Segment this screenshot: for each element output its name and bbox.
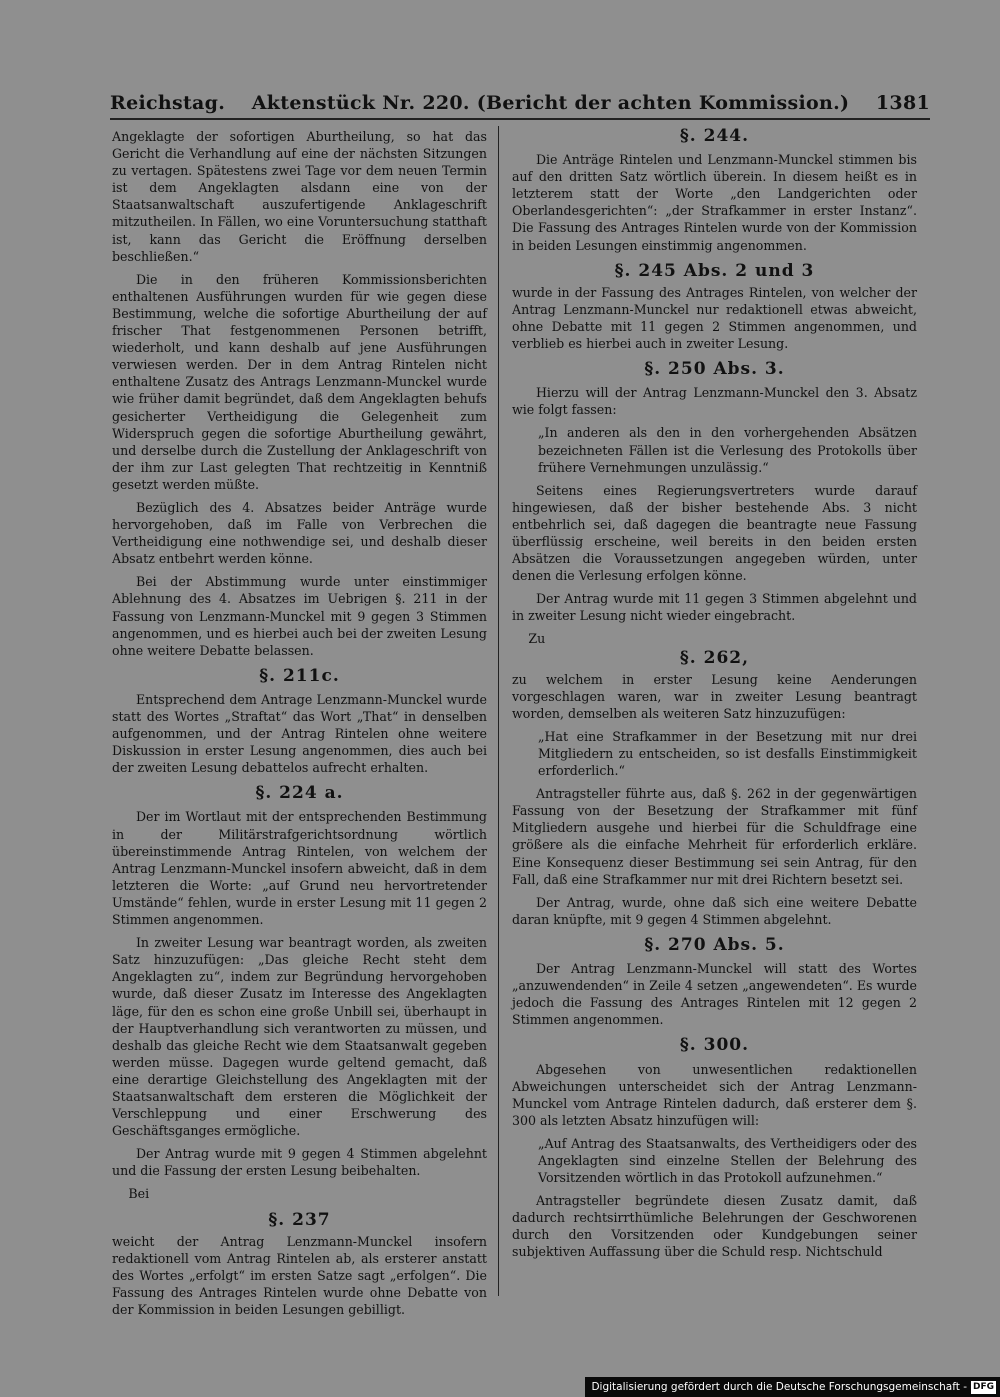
quotation: „Hat eine Strafkammer in der Besetzung mit nur drei Mitgliedern zu entscheiden, so ist desfalls Einstimmigkeit erforderlich.“ — [538, 728, 917, 779]
paragraph: Abgesehen von unwesentlichen redaktionellen Abweichungen unterscheidet sich der Antrag Lenzmann-Munckel vom Antrage Rintelen dadurch, daß ersterer dem §. 300 als letzten Absatz hinzufügen will: — [512, 1061, 917, 1128]
paragraph: Die in den früheren Kommissionsberichten enthaltenen Ausführungen wurden für wie gegen diese Bestimmung, welche die sofortige Aburtheilung der auf frischer That festgenommenen Personen betrifft, wiederholt, und kann deshalb auf jene Ausführungen verwiesen werden. Der in dem Antrag Rintelen nicht enthaltene Zusatz des Antrags Lenzmann-Munckel wurde wie früher damit begründet, daß dem Angeklagten behufs gesicherter Vertheidigung die Gelegenheit zum Widerspruch gegen die sofortige Aburtheilung gewährt, und derselbe durch die Zustellung der Anklageschrift von der ihm zur Last gelegten That rechtzeitig in Kenntniß gesetzt werden müßte. — [112, 271, 487, 492]
section-heading: §. 300. — [679, 1035, 750, 1056]
paragraph: Angeklagte der sofortigen Aburtheilung, so hat das Gericht die Verhandlung auf eine der nächsten Sitzungen zu vertagen. Spätestens zwei Tage vor dem neuen Termin ist dem Angeklagten alsdann eine von der Staatsanwaltschaft auszufertigende Anklageschrift mitzutheilen. In Fällen, wo eine Voruntersuchung statthaft ist, kann das Gericht die Eröffnung derselben beschließen.“ — [112, 129, 487, 264]
section-heading: §. 245 Abs. 2 und 3 — [614, 260, 815, 281]
paragraph: Der Antrag wurde mit 11 gegen 3 Stimmen abgelehnt und in zweiter Lesung nicht wieder eingebracht. — [512, 591, 917, 624]
section-heading: §. 237 — [268, 1209, 331, 1230]
paragraph: weicht der Antrag Lenzmann-Munckel insofern redaktionell vom Antrag Rintelen ab, als ersterer anstatt des Wortes „erfolgt“ im ersten Satze sagt „erfolgen“. Die Fassung des Antrages Rintelen wurde ohne Debatte von der Kommission in beiden Lesungen gebilligt. — [112, 1233, 487, 1317]
section-heading: §. 270 Abs. 5. — [644, 934, 785, 955]
lead-word: Zu — [528, 631, 546, 647]
paragraph: In zweiter Lesung war beantragt worden, als zweiten Satz hinzuzufügen: „Das gleiche Recht steht dem Angeklagten zu“, indem zur Begründung hervorgehoben wurde, daß dieser Zusatz im Interesse des Angeklagten läge, für den es schon eine große Unbill sei, überhaupt in der Hauptverhandlung sich verantworten zu müssen, und deshalb das gleiche Recht wie dem Staatsanwalt gegeben werden müsse. Dagegen wurde geltend gemacht, daß eine derartige Gleichstellung des Angeklagten mit der Staatsanwaltschaft dem ersteren die Möglichkeit der Verschleppung und einer Erschwerung des Geschäftsganges ermögliche. — [112, 935, 487, 1139]
paragraph: Bei der Abstimmung wurde unter einstimmiger Ablehnung des 4. Absatzes im Uebrigen §. 211 in der Fassung von Lenzmann-Munckel mit 9 gegen 3 Stimmen angenommen, und es hierbei auch bei der zweiten Lesung ohne weitere Debatte belassen. — [112, 574, 487, 658]
paragraph: wurde in der Fassung des Antrages Rintelen, von welcher der Antrag Lenzmann-Munckel nur redaktionell etwas abweicht, ohne Debatte mit 11 gegen 2 Stimmen angenommen, und verblieb es hierbei auch in zweiter Lesung. — [512, 284, 917, 352]
section-heading: §. 224 a. — [255, 783, 344, 804]
paragraph: Der im Wortlaut mit der entsprechenden Bestimmung in der Militärstrafgerichtsordnung wörtlich übereinstimmende Antrag Rintelen, von welchem der Antrag Lenzmann-Munckel insofern abweicht, daß in dem letzteren die Worte: „auf Grund neu hervortretender Umstände“ fehlen, wurde in erster Lesung mit 11 gegen 2 Stimmen angenommen. — [112, 809, 487, 928]
paragraph: Der Antrag, wurde, ohne daß sich eine weitere Debatte daran knüpfte, mit 9 gegen 4 Stimmen abgelehnt. — [512, 894, 917, 927]
paragraph: zu welchem in erster Lesung keine Aenderungen vorgeschlagen waren, war in zweiter Lesung beantragt worden, demselben als weiteren Satz hinzuzufügen: — [512, 671, 917, 721]
column-divider — [498, 126, 499, 1296]
section-heading: §. 262, — [679, 647, 750, 668]
paragraph: Der Antrag Lenzmann-Munckel will statt des Wortes „anzuwendenden“ in Zeile 4 setzen „angewendeten“. Es wurde jedoch die Fassung des Antrages Rintelen mit 12 gegen 2 Stimmen angenommen. — [512, 961, 917, 1028]
quotation: „Auf Antrag des Staatsanwalts, des Vertheidigers oder des Angeklagten sind einzelne Stellen der Belehrung des Vorsitzenden wörtlich in das Protokoll aufzunehmen.“ — [538, 1135, 917, 1186]
paragraph: Die Anträge Rintelen und Lenzmann-Munckel stimmen bis auf den dritten Satz wörtlich überein. In diesem heißt es in letzterem statt der Worte „den Landgerichten oder Oberlandesgerichten“: „der Strafkammer in erster Instanz“. Die Fassung des Antrages Rintelen wurde von der Kommission in beiden Lesungen einstimmig angenommen. — [512, 152, 917, 253]
quotation: „In anderen als den in den vorhergehenden Absätzen bezeichneten Fällen ist die Verlesung des Protokolls über frühere Vernehmungen unzulässig.“ — [538, 425, 917, 475]
section-heading: §. 244. — [679, 126, 750, 146]
paragraph: Bezüglich des 4. Absatzes beider Anträge wurde hervorgehoben, daß im Falle von Verbrechen die Vertheidigung eine nothwendige sei, und deshalb dieser Absatz entbehrt werden könne. — [112, 499, 487, 567]
header-left: Reichstag. — [110, 92, 226, 114]
dfg-logo: DFG — [972, 1381, 994, 1392]
left-column — [112, 128, 487, 1324]
page-number: 1381 — [875, 92, 930, 114]
digitization-credit — [585, 1377, 1000, 1397]
right-column — [512, 128, 917, 1267]
paragraph: Entsprechend dem Antrage Lenzmann-Munckel wurde statt des Wortes „Straftat“ das Wort „That“ in denselben aufgenommen, und der Antrag Rintelen ohne weitere Diskussion in erster Lesung angenommen, dies auch bei der zweiten Lesung debattelos aufrecht erhalten. — [112, 691, 487, 776]
section-heading: §. 211c. — [259, 665, 340, 686]
header-title: Aktenstück Nr. 220. (Bericht der achten Kommission.) — [251, 92, 850, 114]
lead-word: Bei — [128, 1186, 150, 1202]
paragraph: Seitens eines Regierungsvertreters wurde darauf hingewiesen, daß der bisher bestehende Abs. 3 nicht entbehrlich sei, daß dagegen die beantragte neue Fassung überflüssig erscheine, weil bereits in den beiden ersten Absätzen die Voraussetzungen angegeben würden, unter denen die Verlesung erfolgen könne. — [512, 482, 917, 584]
paragraph: Antragsteller führte aus, daß §. 262 in der gegenwärtigen Fassung von der Besetzung der Strafkammer mit fünf Mitgliedern ausgehe und hierbei für die Schuldfrage eine größere als die einfache Mehrheit für erforderlich erkläre. Eine Konsequenz dieser Bestimmung sei sein Antrag, für den Fall, daß eine Strafkammer nur mit drei Richtern besetzt sei. — [512, 786, 917, 887]
section-heading: §. 250 Abs. 3. — [644, 359, 785, 380]
page-header — [110, 86, 930, 120]
credit-text: Digitalisierung gefördert durch die Deutsche Forschungsgemeinschaft - — [591, 1381, 967, 1393]
paragraph: Der Antrag wurde mit 9 gegen 4 Stimmen abgelehnt und die Fassung der ersten Lesung beibehalten. — [112, 1146, 487, 1179]
paragraph: Antragsteller begründete diesen Zusatz damit, daß dadurch rechtsirrthümliche Belehrungen der Geschworenen durch den Vorsitzenden oder Kundgebungen seiner subjektiven Auffassung über die Schuld resp. Nichtschuld — [512, 1193, 917, 1260]
paragraph: Hierzu will der Antrag Lenzmann-Munckel den 3. Absatz wie folgt fassen: — [512, 385, 917, 418]
